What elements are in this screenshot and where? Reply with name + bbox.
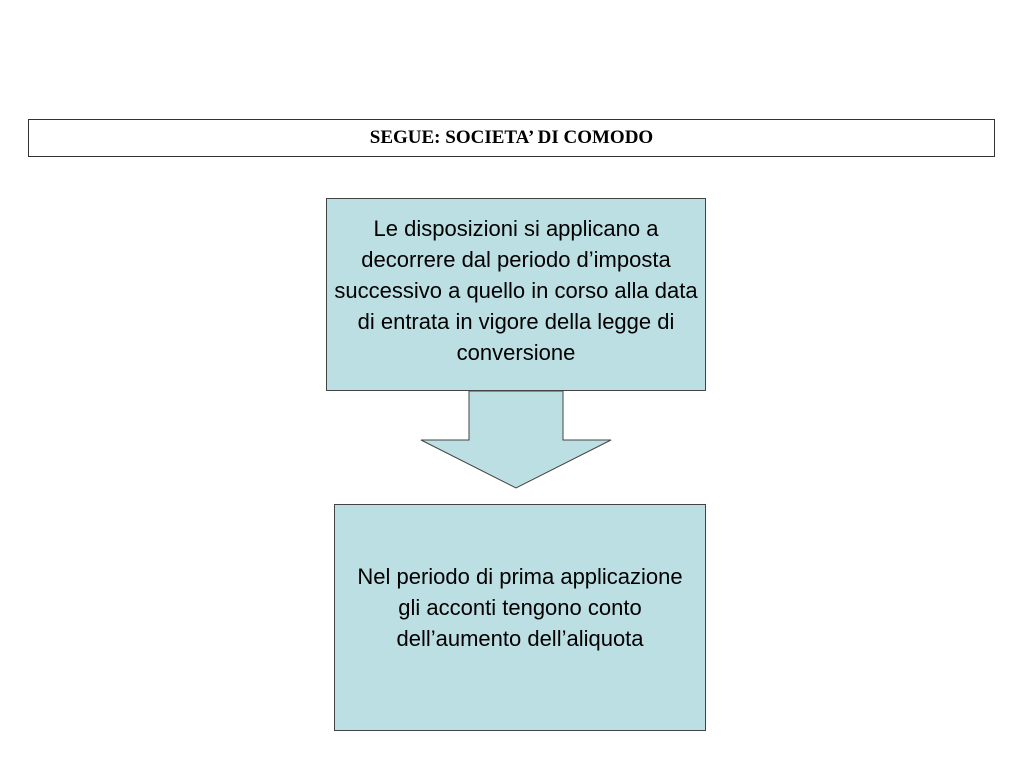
bottom-box-text: Nel periodo di prima applicazione gli acconti tengono conto dell’aumento dell’aliquota (357, 564, 683, 651)
down-arrow-shape (421, 391, 611, 488)
bottom-process-box (334, 504, 706, 731)
top-box-text: Le disposizioni si applicano a decorrere dal periodo d’imposta successivo a quello in corso alla data di entrata in vigore della legge di conversione (334, 216, 698, 365)
down-arrow-connector (418, 390, 614, 491)
top-process-box (326, 198, 706, 391)
slide-title-text: SEGUE: SOCIETA’ DI COMODO (369, 127, 654, 148)
slide-title (28, 119, 995, 157)
